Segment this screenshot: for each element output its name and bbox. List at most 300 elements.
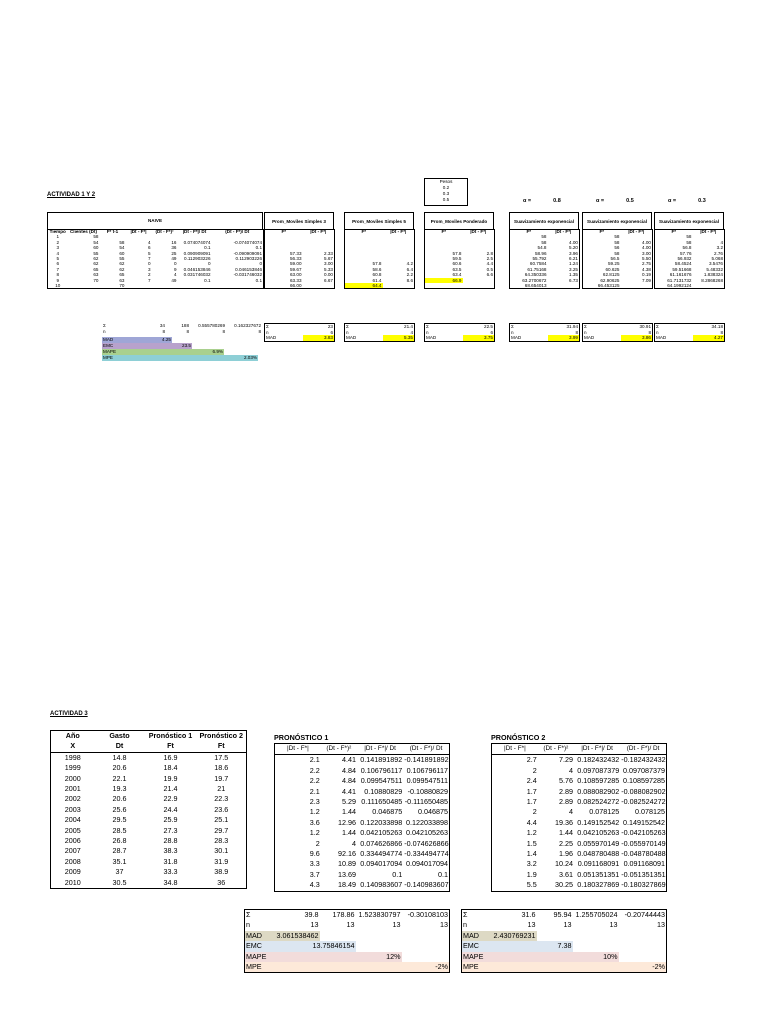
expense-row — [51, 826, 247, 836]
forecast-cell: 58 — [614, 239, 620, 245]
forecast-error-table-p2 — [491, 743, 667, 892]
error-cell: -0.042105263 — [621, 828, 666, 838]
expense-row — [51, 846, 247, 856]
forecast-cell — [303, 283, 335, 289]
col-header: (Dt - F*)² — [155, 229, 174, 234]
naive-cell: 58 — [93, 234, 99, 240]
forecast-cell: 56.932 — [677, 256, 692, 262]
forecast-cell: 5.33 — [324, 266, 333, 272]
metric-label: MAPE — [103, 349, 117, 354]
forecast-cell: 3.00 — [642, 250, 651, 256]
error-cell: 2.89 — [558, 797, 573, 807]
metric-label: MAD — [103, 337, 114, 342]
summary-value: 4 — [410, 329, 413, 335]
metric-label: MAPE — [462, 952, 492, 962]
metric-value: 4.25 — [162, 337, 171, 342]
naive-cell: 62 — [93, 256, 99, 262]
summary-label: MAD — [511, 335, 522, 341]
col-header: |Dt - F*| — [555, 229, 572, 234]
summary-label: n — [426, 329, 429, 335]
naive-cell — [68, 283, 100, 289]
naive-cell: 0 — [207, 261, 211, 267]
summary-n-row — [462, 920, 667, 930]
forecast-cell: 58.6 — [372, 266, 382, 272]
naive-cell: 2 — [56, 239, 60, 245]
metric-value: 23.5 — [182, 343, 191, 348]
forecast-block-header: Suavizamiento exponencial — [509, 212, 579, 230]
expense-cell: 2008 — [64, 856, 81, 866]
expense-row — [51, 752, 247, 763]
summary-label: MAD — [656, 335, 667, 341]
error-cell: -0.048780488 — [621, 849, 666, 859]
naive-cell: -0.031746032 — [233, 272, 262, 278]
expense-cell: 20.6 — [112, 763, 127, 773]
metric-label: EMC — [245, 941, 275, 951]
summary-sum-row — [462, 910, 667, 921]
error-cell: 4.4 — [526, 817, 537, 827]
error-cell: 0.140983607 — [360, 880, 403, 890]
expense-cell: 25.6 — [112, 804, 127, 814]
error-cell: 2.2 — [309, 765, 320, 775]
summary-cell: 13 — [609, 920, 618, 930]
expense-cell: 17.5 — [214, 752, 229, 762]
forecast-cell: 63.4 — [452, 272, 462, 278]
error-cell: 0.042105263 — [360, 828, 403, 838]
error-cell: 0.149152542 — [577, 817, 620, 827]
error-cell: -0.082524272 — [621, 797, 666, 807]
n-cell: 8 — [258, 328, 261, 334]
col-header: Dt — [115, 741, 124, 751]
naive-cell: 70 — [119, 283, 125, 289]
mad-row — [583, 335, 653, 341]
expense-cell: 22.9 — [163, 794, 178, 804]
forecast-cell: 3.00 — [324, 261, 333, 267]
alpha-label-3: α = 0.3 — [668, 198, 706, 204]
expense-header-row-1 — [51, 731, 247, 742]
forecast-cell: 63.33 — [290, 277, 302, 283]
forecast-cell: 6.4 — [406, 266, 413, 272]
naive-cell: 0.1 — [204, 245, 211, 251]
error-row — [492, 880, 667, 891]
naive-cell: 0.046153846 — [183, 266, 211, 272]
error-cell: 1.9 — [526, 869, 537, 879]
error-col-headers — [492, 744, 667, 755]
naive-cell: 25 — [171, 250, 177, 256]
expense-cell: 14.8 — [112, 752, 127, 762]
error-row — [275, 849, 450, 859]
forecast-error-table-p1 — [274, 743, 450, 892]
col-header: Pronóstico 1 — [148, 731, 193, 740]
expense-row — [51, 867, 247, 877]
error-cell: 1.7 — [526, 797, 537, 807]
summary-value: 6 — [330, 329, 333, 335]
summary-n-row — [245, 920, 450, 930]
col-header: Ft — [217, 741, 225, 751]
forecast-cell: 61.75168 — [527, 266, 547, 272]
expense-row — [51, 878, 247, 889]
error-row — [492, 776, 667, 786]
metric-value: 2.430769231 — [492, 931, 537, 941]
error-cell: 0.078125 — [589, 807, 620, 817]
col-header: X — [70, 741, 76, 751]
naive-cell: 0.1 — [204, 277, 211, 283]
naive-cell: 54 — [93, 239, 99, 245]
error-cell: 5.29 — [341, 797, 356, 807]
naive-cell: 63 — [93, 272, 99, 278]
expense-row — [51, 784, 247, 794]
naive-cell: 49 — [171, 277, 177, 283]
error-cell: 2.89 — [558, 786, 573, 796]
forecast-cell: 5.20 — [569, 245, 578, 251]
expense-cell: 30.1 — [214, 846, 229, 856]
metric-row-mad — [462, 931, 667, 941]
expense-cell: 28.3 — [214, 836, 229, 846]
naive-cell: 0.1 — [255, 277, 262, 283]
metric-label: MPE — [462, 962, 492, 973]
error-cell: 9.6 — [309, 849, 320, 859]
expense-cell: 36 — [217, 877, 226, 887]
error-row — [492, 828, 667, 838]
forecast-cell: 58.4524 — [674, 261, 692, 267]
summary-value: 30.91 — [639, 324, 651, 329]
naive-cell: 0.112903226 — [184, 256, 211, 262]
error-cell: 0.108597285 — [577, 776, 620, 786]
summary-cell: 13 — [563, 920, 572, 930]
metric-value: -2% — [492, 962, 667, 973]
naive-cell: -0.074074074 — [233, 239, 262, 245]
error-cell: 5.76 — [558, 776, 573, 786]
error-cell: 2.1 — [309, 786, 320, 796]
expense-cell: 2006 — [64, 836, 81, 846]
metric-value: 7.38 — [492, 941, 573, 951]
empty-cell — [402, 941, 450, 951]
metric-value: 10% — [492, 952, 619, 962]
error-cell: 0.042105263 — [406, 828, 448, 838]
forecast-block-header: Prom_Moviles Ponderado — [424, 212, 494, 230]
error-cell: 4 — [568, 765, 573, 775]
expense-cell: 1999 — [64, 763, 81, 773]
forecast-cell: 56.8 — [682, 245, 692, 251]
expense-cell: 28.7 — [112, 846, 127, 856]
summary-value: 5.35 — [383, 335, 415, 341]
summary-label: MAD — [266, 335, 277, 341]
alpha-label-1: α = 0.8 — [523, 198, 561, 204]
expense-cell: 2001 — [64, 784, 81, 794]
forecast-cell: 4.38 — [642, 266, 651, 272]
col-header: |Dt - F*| — [310, 229, 327, 234]
error-row — [492, 818, 667, 828]
expense-cell: 25.1 — [214, 815, 229, 825]
forecast-cell: 63.2700672 — [522, 277, 547, 283]
naive-cell: 9 — [56, 277, 60, 283]
col-header: |Dt - F*|/ Dt — [364, 745, 396, 752]
forecast-cell: 5.67 — [324, 255, 333, 261]
forecast-cell: 1.35 — [569, 272, 578, 278]
expense-cell: 29.5 — [112, 815, 127, 825]
summary-value: 4.27 — [693, 335, 725, 341]
n-cell: 8 — [162, 328, 165, 334]
expense-cell: 24.4 — [163, 804, 178, 814]
col-header: F* t-1 — [106, 229, 119, 234]
summary-value: 3.99 — [548, 335, 580, 341]
error-cell: 3.2 — [526, 859, 537, 869]
error-cell: 0.051351351 — [577, 869, 620, 879]
forecast-block-header: Prom_Moviles Simples 5 — [344, 212, 414, 230]
forecast-cell: 4.2 — [406, 261, 413, 267]
error-row — [275, 776, 450, 786]
expense-cell: 33.3 — [163, 867, 178, 877]
error-cell: 1.2 — [526, 828, 537, 838]
error-cell: 0.106796117 — [406, 765, 448, 775]
forecast-cell: 0.5 — [486, 266, 493, 272]
expense-cell: 31.8 — [163, 856, 178, 866]
error-cell: 0.055970149 — [577, 838, 620, 848]
error-cell: 4.3 — [309, 880, 320, 890]
error-cell: 4.41 — [341, 786, 356, 796]
activity-1-2-title: ACTIVIDAD 1 Y 2 — [47, 192, 96, 198]
forecast-cell: 54.8 — [537, 245, 547, 251]
naive-n-row — [102, 329, 262, 335]
forecast-block-header: Suavizamiento exponencial — [654, 212, 724, 230]
sum-cell: 188 — [181, 323, 189, 328]
forecast-cell — [548, 283, 580, 289]
error-cell: 92.16 — [337, 849, 356, 859]
expense-cell: 25.9 — [163, 815, 178, 825]
naive-cell: 55 — [119, 256, 125, 262]
col-header: |Dt - F*| — [470, 229, 487, 234]
summary-label: n — [511, 329, 514, 335]
forecast-block-table — [424, 229, 495, 289]
error-cell: 0.074626866 — [360, 838, 403, 848]
error-cell: 1.44 — [341, 807, 356, 817]
forecast-summary-p1 — [244, 909, 450, 973]
error-row — [275, 870, 450, 880]
summary-label: MAD — [426, 335, 437, 341]
error-cell: 2 — [532, 765, 537, 775]
summary-cell: 13 — [440, 920, 448, 930]
forecast-cell: 0.19 — [642, 272, 651, 278]
naive-cell: 0.046153846 — [235, 266, 262, 272]
forecast-cell: 56.5 — [610, 256, 620, 262]
error-row — [275, 755, 450, 766]
summary-label: n — [266, 329, 269, 335]
error-cell: 2 — [532, 807, 537, 817]
summary-cell: 178.86 — [332, 910, 355, 919]
naive-cell: 5 — [147, 250, 151, 256]
forecast-cell: 58 — [686, 234, 692, 240]
error-cell: 1.2 — [309, 807, 320, 817]
metric-label: MAD — [462, 931, 492, 941]
expense-cell: 2010 — [64, 877, 81, 887]
expense-cell: 20.6 — [112, 794, 127, 804]
forecast-cell: 58 — [541, 234, 547, 240]
summary-label: Σ — [584, 324, 587, 329]
naive-cell: 2 — [147, 272, 151, 278]
naive-cell: 4 — [173, 272, 177, 278]
error-cell: 3.3 — [309, 859, 320, 869]
weights-box — [424, 178, 468, 206]
naive-cell: 49 — [171, 256, 177, 262]
forecast-block-header: Prom_Moviles Simples 3 — [264, 212, 334, 230]
forecast-block-header: Suavizamiento exponencial — [582, 212, 652, 230]
error-cell: 1.2 — [309, 828, 320, 838]
naive-cell: 0.112903226 — [235, 256, 262, 262]
forecast-block-table — [344, 229, 415, 289]
col-header: F* — [599, 229, 605, 234]
forecast-cell: 58 — [541, 239, 547, 245]
expense-cell: 16.9 — [163, 752, 178, 762]
error-row — [275, 818, 450, 828]
error-cell: 0.1 — [438, 869, 448, 879]
forecast-cell: 3.96 — [569, 250, 578, 256]
forecast-block-table — [264, 229, 335, 289]
metric-row-mpe — [245, 962, 450, 973]
error-cell: -0.051351351 — [621, 869, 666, 879]
col-header: (Dt - F*)² — [326, 745, 352, 752]
sum-cell: 0.555780269 — [198, 323, 225, 328]
error-row — [492, 839, 667, 849]
empty-cell — [537, 931, 573, 941]
error-cell: -0.140983607 — [404, 880, 449, 890]
expense-cell: 2009 — [64, 867, 81, 877]
forecast-cell: 0.00 — [324, 272, 333, 278]
summary-value: 23 — [327, 324, 333, 329]
sum-cell: 0.162327672 — [234, 323, 261, 328]
summary-label: Σ — [346, 324, 349, 329]
error-cell: 0.091168091 — [577, 859, 620, 869]
col-header: |Dt - F*|/ Dt — [182, 229, 207, 234]
forecast-cell: 1.24 — [569, 261, 578, 267]
n-label: n — [103, 328, 106, 334]
naive-cell: 54 — [119, 245, 125, 251]
forecast-cell — [693, 283, 725, 289]
error-cell: 0.099547511 — [406, 776, 448, 786]
forecast-cell: 66.453125 — [597, 283, 620, 289]
expense-row — [51, 815, 247, 825]
forecast-cell: 63.5 — [452, 266, 462, 272]
error-row — [275, 787, 450, 797]
error-cell: 0.106796117 — [360, 765, 403, 775]
forecast-block-table — [509, 229, 580, 289]
forecast-summary — [509, 323, 580, 342]
expense-header-row-2 — [51, 741, 247, 752]
forecast-cell: 1.838324 — [703, 272, 723, 278]
error-cell: 0.097087379 — [577, 765, 620, 775]
forecast-cell: 57.33 — [290, 250, 302, 256]
expense-row — [51, 836, 247, 846]
forecast-cell: 60.7584 — [529, 261, 547, 267]
error-row — [492, 859, 667, 869]
forecast-cell: 2.33 — [324, 250, 333, 256]
summary-cell: 31.6 — [521, 910, 536, 919]
forecast-cell: 5.48332 — [706, 266, 723, 272]
col-header: (Dt - F*)/ Dt — [225, 229, 250, 234]
error-cell: 0.094017094 — [360, 859, 403, 869]
error-cell: 0.088082902 — [577, 786, 620, 796]
empty-cell — [356, 931, 402, 941]
expense-cell: 28.8 — [163, 836, 178, 846]
error-cell: -0.182432432 — [621, 755, 666, 765]
naive-cell: 36 — [171, 245, 177, 251]
error-cell: 4.84 — [341, 776, 356, 786]
error-cell: 1.96 — [558, 849, 573, 859]
expense-cell: 21 — [217, 784, 226, 794]
error-cell: 0.099547511 — [360, 776, 403, 786]
metric-label: MAPE — [245, 952, 275, 962]
forecast-cell — [383, 283, 415, 289]
col-header: (Dt - F*)/ Dt — [626, 745, 660, 752]
col-header: (Dt - F*)/ Dt — [409, 745, 443, 752]
metric-row-mad — [245, 931, 450, 941]
naive-cell: 0 — [259, 261, 262, 267]
forecast-cell — [463, 283, 495, 289]
summary-value: 34.18 — [711, 324, 723, 329]
forecast-summary — [344, 323, 415, 342]
forecast-cell: 4.00 — [569, 239, 578, 245]
metric-label: MPE — [103, 355, 113, 360]
weight-value: 0.5 — [442, 197, 450, 202]
expense-cell: 19.7 — [214, 773, 229, 783]
alpha-label-2: α = 0.5 — [596, 198, 634, 204]
col-header: F* — [281, 229, 287, 234]
forecast-summary — [424, 323, 495, 342]
forecast-summary-p2 — [461, 909, 667, 973]
error-cell: 0.182432432 — [577, 755, 620, 765]
metric-label: MPE — [245, 962, 275, 973]
naive-cell: 3 — [147, 266, 151, 272]
summary-cell: Σ — [246, 910, 251, 919]
forecast-cell: 5.068 — [711, 256, 723, 262]
error-cell: 4 — [351, 838, 356, 848]
metric-label: MAD — [245, 931, 275, 941]
error-row — [275, 859, 450, 869]
forecast-row — [510, 283, 580, 289]
forecast-cell: 4.4 — [486, 261, 493, 267]
weights-label: Pesos — [439, 179, 453, 184]
forecast-cell: 8.2868268 — [701, 277, 723, 283]
forecast-cell: 66.9 — [425, 278, 463, 283]
error-row — [492, 787, 667, 797]
naive-cell: 0.090909091 — [183, 250, 211, 256]
error-cell: 3.7 — [309, 869, 320, 879]
summary-cell: Σ — [463, 910, 468, 919]
metric-row-mape — [462, 952, 667, 962]
expense-cell: 2000 — [64, 773, 81, 783]
error-row — [275, 766, 450, 776]
forecast-summary — [264, 323, 335, 342]
col-header: F* — [526, 229, 532, 234]
naive-cell: 7 — [147, 256, 151, 262]
summary-cell: 13 — [657, 920, 665, 930]
summary-label: Σ — [426, 324, 429, 329]
col-header: |Dt - F*| — [700, 229, 717, 234]
expense-cell: 31.9 — [214, 856, 229, 866]
expense-row — [51, 763, 247, 773]
mad-row — [510, 335, 580, 341]
error-cell: 0.10880829 — [364, 786, 403, 796]
forecast-cell: 56 — [614, 245, 620, 251]
col-header: Tiempo — [49, 229, 66, 234]
error-cell: 2 — [315, 838, 320, 848]
forecast-row — [583, 283, 653, 289]
summary-cell: 13 — [346, 920, 355, 930]
forecast-cell: 2.5 — [486, 255, 493, 261]
forecast-cell: 2.76 — [714, 250, 723, 256]
error-cell: 4.84 — [341, 765, 356, 775]
summary-label: Σ — [511, 324, 514, 329]
naive-cell: 60 — [93, 245, 99, 251]
error-cell: 1.44 — [558, 828, 573, 838]
